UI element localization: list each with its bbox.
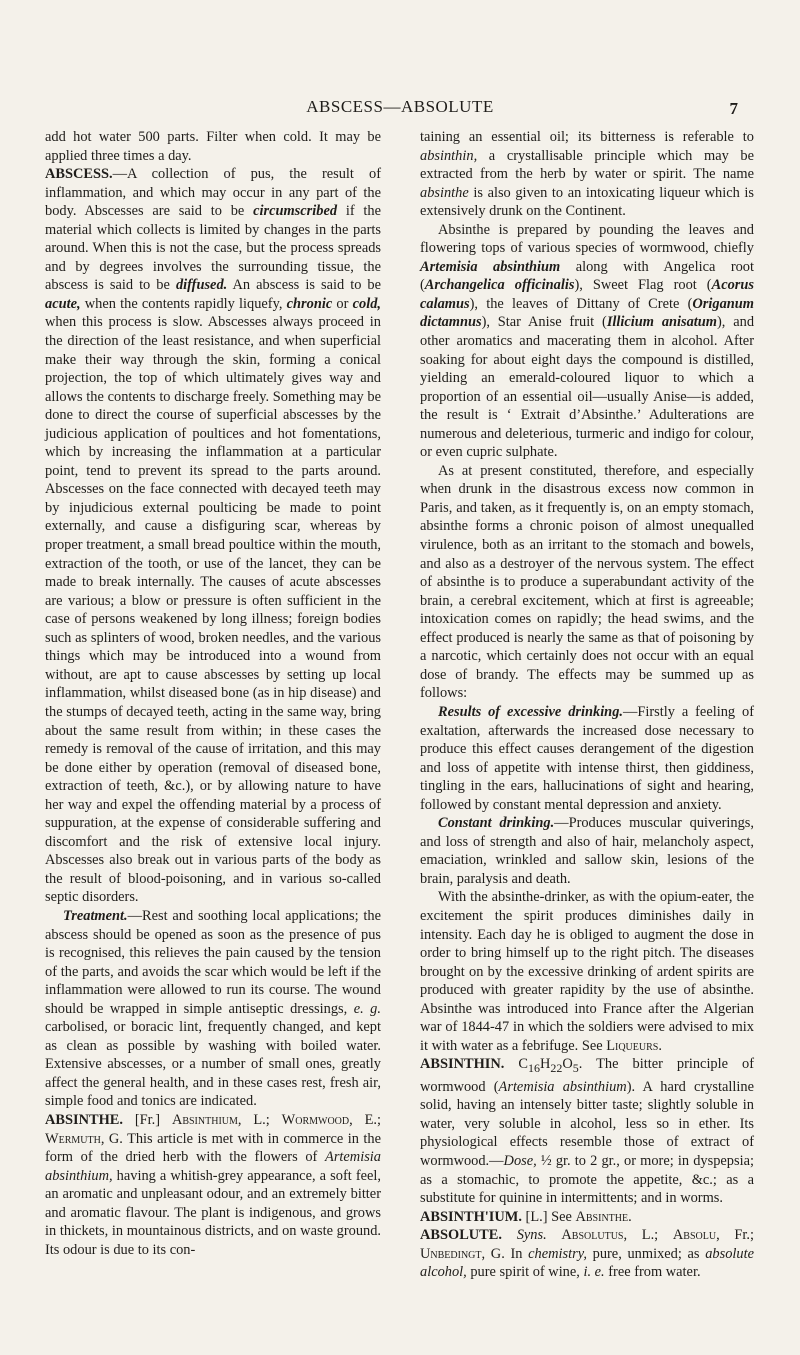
entry-absolute: ABSOLUTE. Syns. Absolutus, L.; Absolu, Fr.; Unbedingt, G. In chemistry, pure, unmixed; as absolute alcohol, pure spirit of wine, i. e. free from water. — [420, 1227, 755, 1281]
paragraph-treatment: Treatment.—Rest and soothing local applications; the abscess should be opened as soon as the presence of pus is recognised, this relieves the pain caused by the tension of the parts, and avoids the scar which would be left if the inflammation were allowed to run its course. The wound should be wrapped in simple antiseptic dressings, e. g. carbolised, or boracic lint, frequently changed, and kept as clean as possible by washing with boiled water. Extensive abscesses, or a number of small ones, greatly affect the general health, and in these cases rest, fresh air, simple food and tonics are indicated. — [45, 907, 381, 1110]
term-cold: cold, — [352, 295, 381, 312]
left-column — [45, 128, 381, 1259]
running-head: ABSCESS—ABSOLUTE — [306, 97, 494, 116]
subheading-constant-drinking: Constant drinking. — [438, 815, 555, 832]
paragraph-absinthe-drinker: With the absinthe-drinker, as with the opium-eater, the excitement the spirit produces diminishes daily in intensity. Each day he is obliged to augment the dose in order to bring himself up to the right pitch. The diseases brought on by the excessive drinking of ardent spirits are produced with greater rapidity by the use of absinthe. Absinthe was introduced into France after the Algerian war of 1844-47 in which the soldiers were advised to mix it with water as a febrifuge. See Liqueurs. — [420, 889, 754, 1054]
paragraph-preparation: Absinthe is prepared by pounding the leaves and flowering tops of various species of wormwood, chiefly Artemisia absinthium along with Angelica root (Archangelica officinalis), Sweet Flag root (Acorus calamus), the leaves of Dittany of Crete (Origanum dictamnus), Star Anise fruit (Illicium anisatum), and other aromatics and macerating them in alcohol. After soaking for about eight days the compound is distilled, yielding an emerald-coloured liquor to which a proportion of an essential oil—usually Anise—is added, the result is ‘ Extrait d’Absinthe.’ Adulterations are numerous and deleterious, turmeric and indigo for colour, or even cupric sulphate. — [420, 221, 755, 461]
headword-absinthin: ABSINTHIN. — [420, 1056, 505, 1073]
continued-paragraph-right: taining an essential oil; its bitterness is referable to absinthin, a crystallisable principle which may be extracted from the herb by water or spirit. The name absinthe is also given to an intoxicating liqueur which is extensively drunk on the Continent. — [420, 129, 754, 220]
headword-absolute: ABSOLUTE. — [420, 1227, 502, 1244]
page-header — [0, 97, 800, 119]
paragraph-constant-drinking: Constant drinking.—Produces muscular quiverings, and loss of strength and also of hair, melancholy aspect, emaciation, wrinkled and sallow skin, lesions of the brain, paralysis and death. — [420, 815, 754, 887]
entry-absinthin: ABSINTHIN. $C_{16}H_{22}O_5$. The bitter principle of wormwood (Artemisia absinthium). A hard crystalline solid, having an intensely bitter taste; slightly soluble in water, very soluble in alcohol, less so in ether. Its physiological effects resemble those of extract of wormwood.—Dose, ½ gr. to 2 gr., or more; in dyspepsia; as a stomachic, to promote the appetite, &c.; as a substitute for quinine in intermittents; and in worms. — [420, 1056, 755, 1207]
headword-abscess: ABSCESS. — [45, 166, 113, 183]
term-chronic: chronic — [286, 295, 333, 312]
term-circumscribed: circumscribed — [253, 203, 338, 220]
entry-absinthium: ABSINTH'IUM. [L.] See Absinthe. — [420, 1208, 632, 1225]
cross-reference-liqueurs: Liqueurs. — [606, 1037, 662, 1054]
continued-paragraph: add hot water 500 parts. Filter when cold. It may be applied three times a day. — [45, 129, 381, 164]
paragraph-effects: As at present constituted, therefore, and especially when drunk in the disastrous excess now common in Paris, and taken, as it frequently is, on an empty stomach, absinthe forms a chronic poison of almost unequalled virulence, both as an irritant to the stomach and bowels, and also as a destroyer of the nervous system. The effect of absinthe is to produce a superabundant activity of the brain, a cerebral excitement, which at first is agreeable; intoxication comes on rapidly; the head swims, and the effect produced is nearly the same as that of poisoning by a narcotic, which certainly does not occur with an equal dose of brandy. The effects may be summed up as follows: — [420, 462, 754, 702]
headword-absinthe: ABSINTHE. — [45, 1111, 123, 1128]
entry-abscess: ABSCESS.—A collection of pus, the result of inflammation, and which may occur in any part of the body. Abscesses are said to be circumscribed if the material which collects is limited by changes in the parts around. When this is not the case, but the process spreads and by degrees involves the surrounding tissue, the abscess is said to be diffused. An abscess is said to be acute, when the contents rapidly liquefy, chronic or cold, when this process is slow. Abscesses always proceed in the direction of the least resistance, and when superficial make their way through the skin, forming a conical projection, the top of which ultimately gives way and allows the contents to discharge freely. Something may be done to direct the course of superficial abscesses by the judicious application of poultices and hot fomentations, which by increasing the inflammation at a particular point, tend to prevent its spread to the parts around. Abscesses on the face connected with decayed teeth may by injudicious external poulticing be made to point externally, and cause a disfiguring scar, whereas by proper treatment, a small bread poultice within the mouth, extraction of the tooth, or use of the lancet, they can be made to break internally. The causes of acute abscesses are various; a blow or pressure is often sufficient in the case of persons weakened by long illness; foreign bodies such as splinters of wood, broken needles, and the various things which may be introduced into a wound from without, are apt to cause abscesses by setting up local inflammation, whilst diseased bone (as in hip disease) and the stumps of decayed teeth, acting in the same way, bring about the same result from within; in these cases the remedy is removal of the cause of irritation, and this may be done either by operation (removal of diseased bone, extraction of teeth, &c.), or by allowing nature to have her way and expel the offending material by a process of suppuration, at the expense of considerable suffering and discomfort and the risk of extensive local injury. Abscesses also break out in various parts of the body as the result of blood-poisoning, and in various so-called septic disorders. — [45, 166, 382, 906]
term-acute: acute, — [45, 295, 81, 312]
subheading-results: Results of excessive drinking. — [438, 703, 623, 720]
paragraph-results: Results of excessive drinking.—Firstly a feeling of exaltation, afterwards the increased dose necessary to produce this effect causes derangement of the digestion and loss of appetite with intense thirst, then giddiness, tingling in the ears, hallucinations of sight and hearing, followed by constant mental depression and anxiety. — [420, 703, 754, 813]
page-number: 7 — [729, 99, 738, 118]
headword-absinthium: ABSINTH'IUM. — [420, 1208, 522, 1225]
subheading-treatment: Treatment. — [63, 907, 128, 924]
entry-absinthe: ABSINTHE. [Fr.] Absinthium, L.; Wormwood, E.; Wermuth, G. This article is met with in commerce in the form of the dried herb with the flowers of Artemisia absinthium, having a whitish-grey appearance, a soft feel, an aromatic and unpleasant odour, and an extremely bitter and aromatic flavour. The plant is indigenous, and grows in thickets, in mountainous districts, and on waste ground. Its odour is due to its con- — [45, 1111, 381, 1258]
term-diffused: diffused. — [175, 277, 228, 294]
right-column — [420, 128, 754, 1282]
